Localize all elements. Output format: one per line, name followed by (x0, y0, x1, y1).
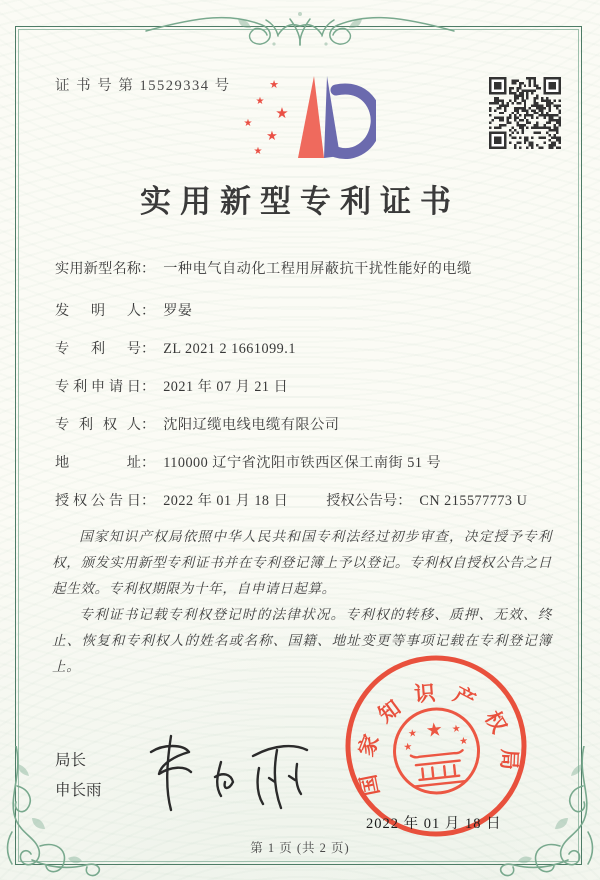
field-row-patent-no: 专利号 ： ZL 2021 2 1661099.1 (55, 338, 560, 360)
qr-code (489, 77, 561, 149)
field-value: 110000 辽宁省沈阳市铁西区保工南街 51 号 (163, 455, 442, 471)
svg-text:★: ★ (266, 128, 278, 143)
field-value: 罗晏 (163, 303, 193, 319)
svg-text:★: ★ (451, 723, 462, 736)
logo-red-wedge (298, 76, 324, 158)
svg-text:★: ★ (255, 96, 265, 107)
field-row-grant: 授权公告日 ： 2022 年 01 月 18 日 授权公告号 ： CN 215577773 U (55, 490, 560, 512)
legal-paragraph-2: 专利证书记载专利权登记时的法律状况。专利权的转移、质押、无效、终止、恢复和专利权人的姓名或名称、国籍、地址变更等事项记载在专利登记簿上。 (52, 607, 552, 675)
svg-text:★: ★ (275, 106, 289, 122)
svg-text:★: ★ (253, 146, 263, 157)
field-label: 专利权人 (55, 417, 141, 433)
svg-text:★: ★ (402, 741, 414, 754)
page-number: 第 1 页 (共 2 页) (250, 841, 350, 855)
field-value: 2021 年 07 月 21 日 (163, 379, 289, 395)
legal-paragraph-1: 国家知识产权局依照中华人民共和国专利法经过初步审查，决定授予专利权，颁发实用新型专利证书并在专利登记簿上予以登记。专利权自授权公告之日起生效。专利权期限为十年，自申请日起算。 (52, 529, 552, 597)
certificate-title: 实用新型专利证书 (140, 184, 460, 219)
commissioner-name: 申长雨 (55, 782, 102, 799)
commissioner-title: 局长 (55, 752, 87, 769)
field-label: 专利申请日 (55, 379, 141, 395)
field-label: 实用新型名称 (55, 261, 141, 277)
field-label: 发明人 (55, 303, 141, 319)
svg-text:★: ★ (458, 735, 469, 748)
field-value: 沈阳辽缆电线电缆有限公司 (163, 417, 340, 433)
svg-text:★: ★ (407, 727, 418, 740)
field-value: CN 215577773 U (419, 493, 528, 509)
field-row-patentee: 专利权人 ： 沈阳辽缆电线电缆有限公司 (55, 414, 560, 436)
field-row-address: 地址 ： 110000 辽宁省沈阳市铁西区保工南街 51 号 (55, 452, 560, 474)
field-label: 地址 (55, 455, 141, 471)
svg-text:★: ★ (269, 79, 279, 91)
cnipa-logo (224, 66, 376, 170)
svg-text:★: ★ (243, 118, 253, 129)
field-label: 授权公告号 (326, 493, 398, 509)
field-value: 2022 年 01 月 18 日 (163, 493, 289, 509)
field-row-filing-date: 专利申请日 ： 2021 年 07 月 21 日 (55, 376, 560, 398)
field-value: ZL 2021 2 1661099.1 (163, 341, 296, 357)
seal-date: 2022 年 01 月 18 日 (366, 816, 502, 832)
seal-arc-text: 国家知识产权局 (352, 679, 522, 798)
field-row-name: 实用新型名称 ： 一种电气自动化工程用屏蔽抗干扰性能好的电缆 (55, 258, 560, 280)
commissioner-block (55, 746, 102, 806)
top-flourish-ornament (140, 4, 460, 56)
svg-text:★: ★ (424, 719, 444, 742)
logo-p-bowl (336, 89, 376, 153)
field-label: 专利号 (55, 341, 141, 357)
certificate-number: 证 书 号 第 15529334 号 (55, 78, 231, 94)
field-label: 授权公告日 (55, 493, 141, 509)
signature-handwriting (125, 722, 335, 817)
field-value: 一种电气自动化工程用屏蔽抗干扰性能好的电缆 (163, 261, 472, 277)
fields-block (55, 258, 560, 528)
field-row-inventor: 发明人 ： 罗晏 (55, 300, 560, 322)
grant-number-pair: 授权公告号 ： CN 215577773 U (326, 490, 527, 512)
national-emblem (390, 705, 482, 797)
